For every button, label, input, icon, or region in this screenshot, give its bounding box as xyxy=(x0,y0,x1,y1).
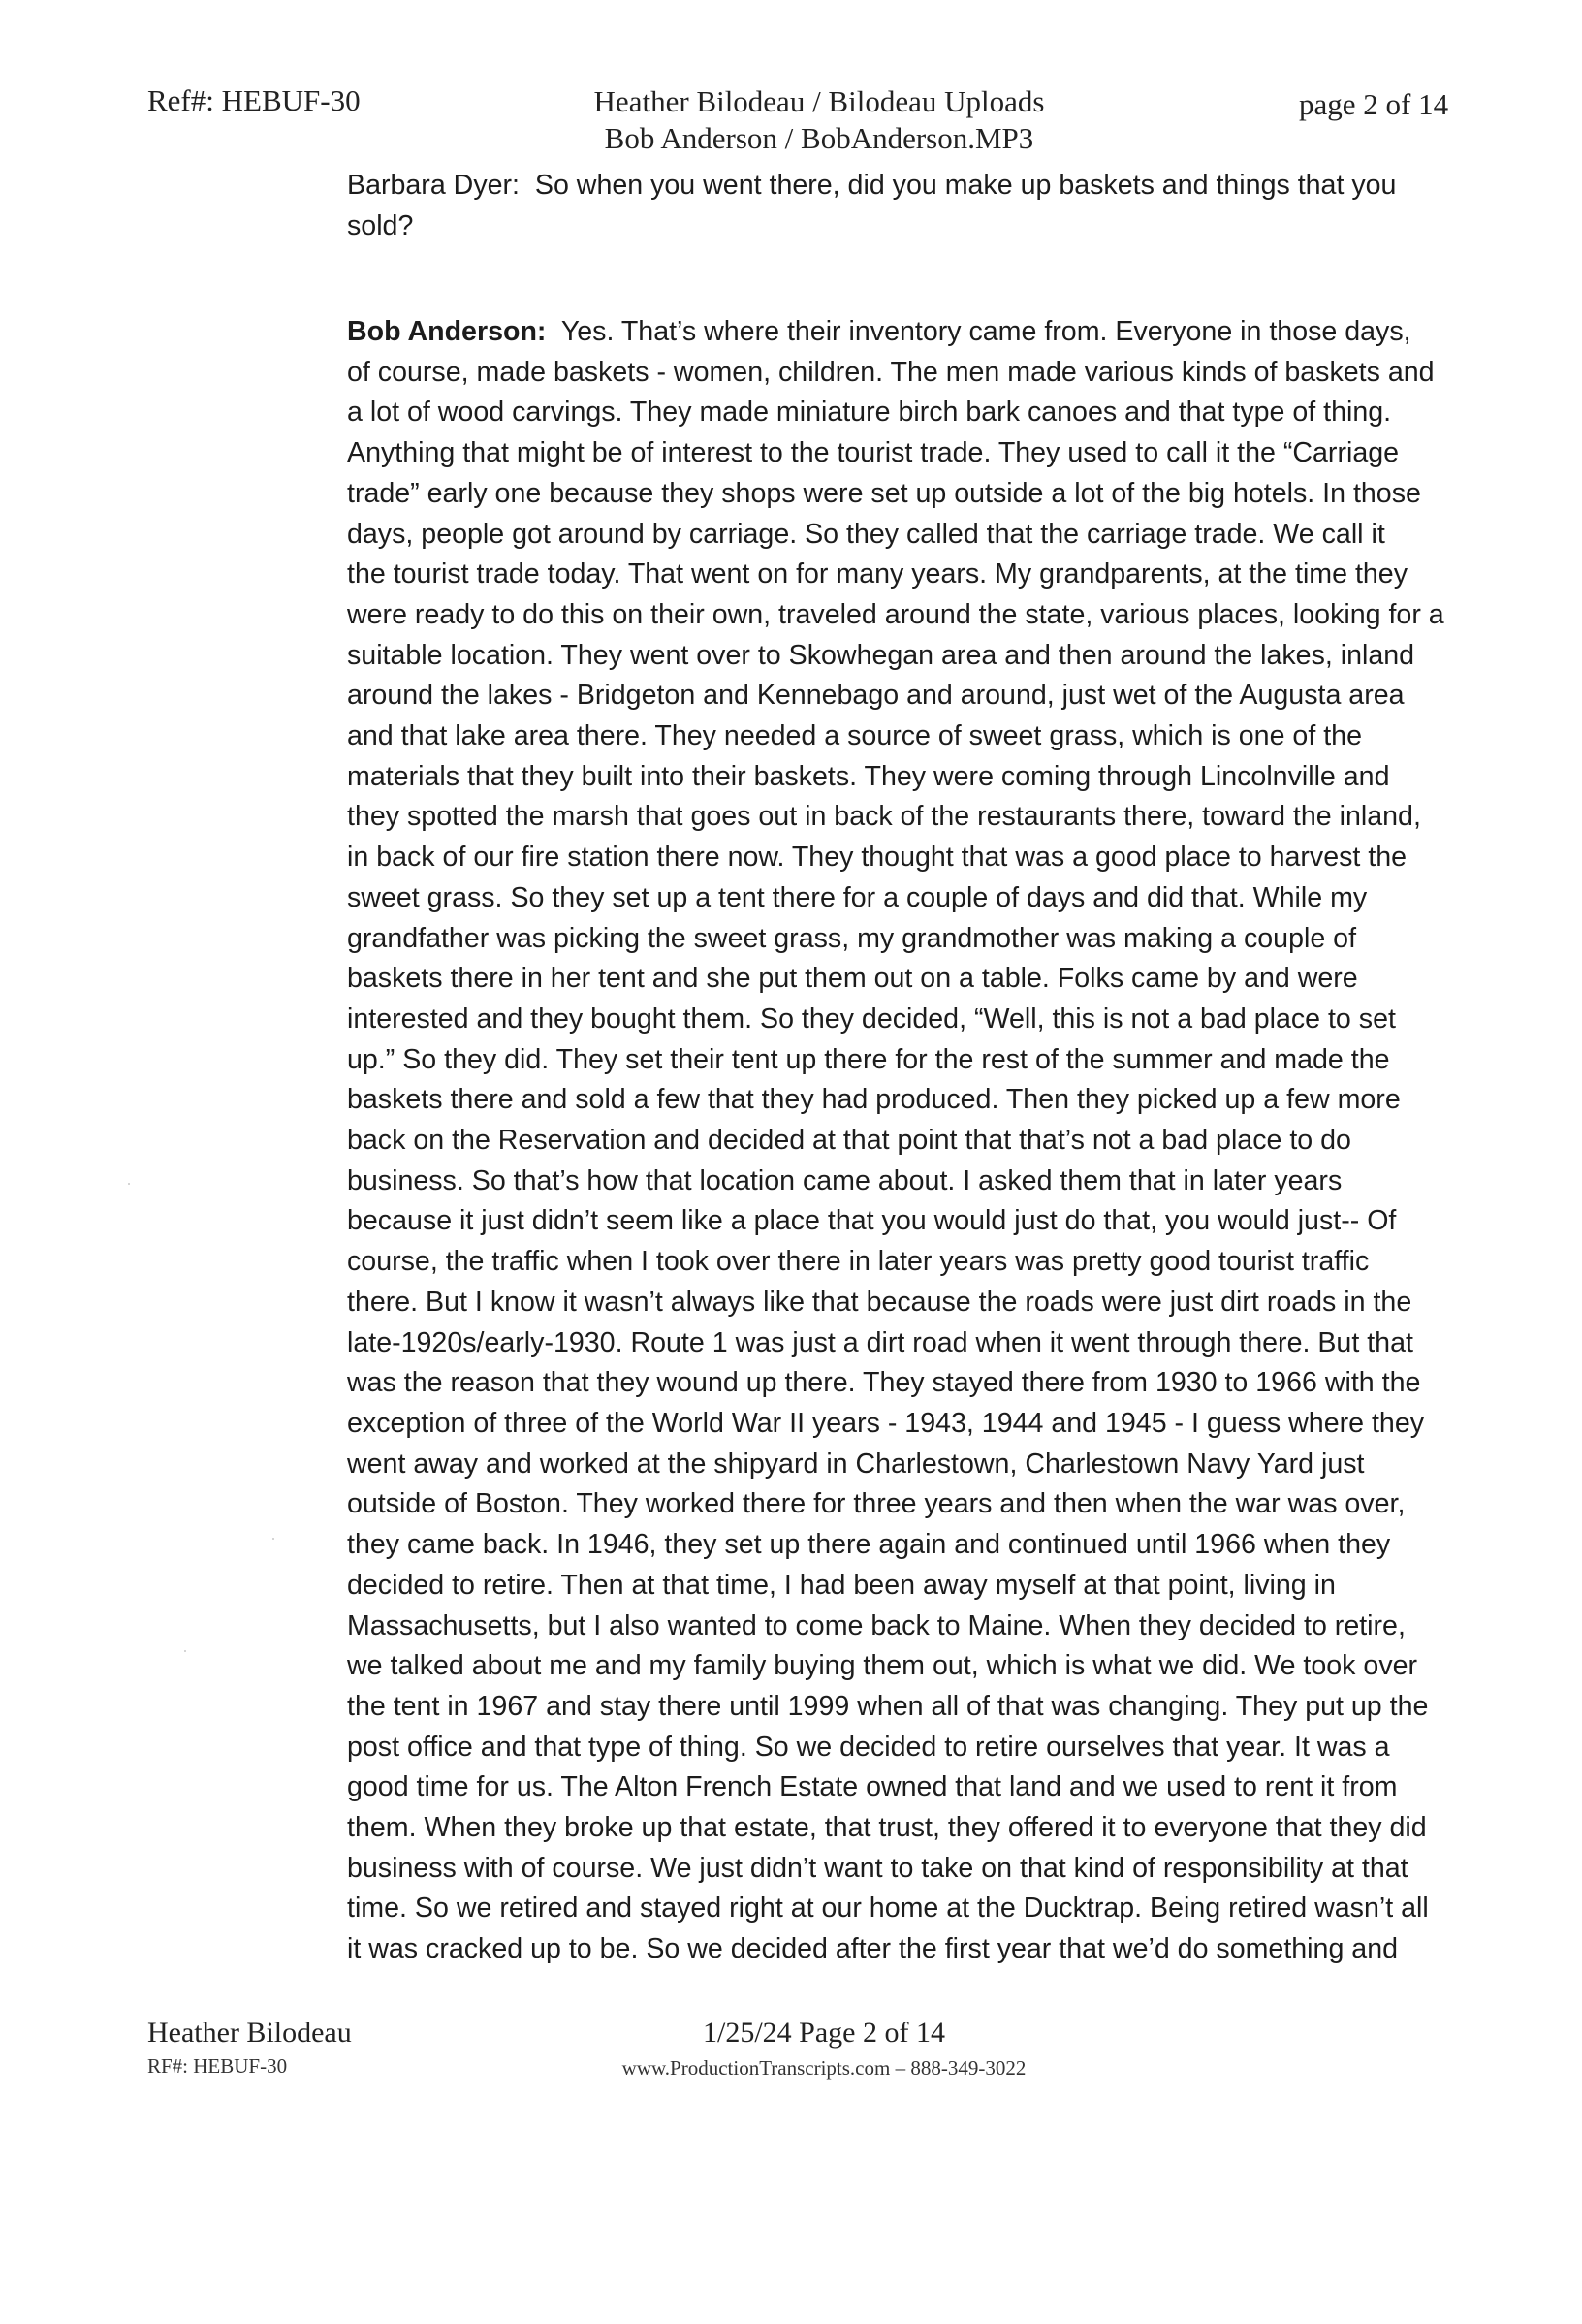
footer-website: www.ProductionTranscripts.com – 888-349-3022 xyxy=(621,2056,1027,2080)
paragraph-lines xyxy=(347,353,1471,1970)
title-line-2: Bob Anderson / BobAnderson.MP3 xyxy=(604,121,1034,155)
transcript-paragraph-barbara xyxy=(347,166,1471,246)
scan-speck xyxy=(128,1183,130,1185)
title-line-1: Heather Bilodeau / Bilodeau Uploads xyxy=(593,84,1045,118)
paragraph-line: they spotted the marsh that goes out in back of the restaurants there, toward the inland, xyxy=(347,801,1421,833)
scan-speck xyxy=(184,1650,186,1652)
line-text: So when you went there, did you make up baskets and things that you xyxy=(534,170,1397,201)
paragraph-line: them. When they broke up that estate, that trust, they offered it to everyone that they did xyxy=(347,1812,1427,1844)
paragraph-line: there. But I know it wasn’t always like that because the roads were just dirt roads in the xyxy=(347,1286,1412,1318)
footer-ref: RF#: HEBUF-30 xyxy=(147,2054,288,2078)
speaker-name: Bob Anderson: xyxy=(347,316,547,347)
paragraph-line: decided to retire. Then at that time, I had been away myself at that point, living in xyxy=(347,1569,1336,1601)
paragraph-line: in back of our fire station there now. They thought that was a good place to harvest the xyxy=(347,842,1408,874)
paragraph-line: late-1920s/early-1930. Route 1 was just a dirt road when it went through there. But that xyxy=(347,1326,1413,1358)
transcript-paragraph-bob xyxy=(347,312,1471,1970)
paragraph-line: grandfather was picking the sweet grass, my grandmother was making a couple of xyxy=(347,922,1357,954)
paragraph-line: good time for us. The Alton French Estate owned that land and we used to rent it from xyxy=(347,1771,1398,1803)
paragraph-line: back on the Reservation and decided at that point that that’s not a bad place to do xyxy=(347,1125,1351,1157)
paragraph-line: sweet grass. So they set up a tent there for a couple of days and did that. While my xyxy=(347,881,1368,913)
paragraph-line: interested and they bought them. So they decided, “Well, this is not a bad place to set xyxy=(347,1003,1396,1035)
paragraph-line: because it just didn’t seem like a place that you would just do that, you would just-- Of xyxy=(347,1205,1397,1237)
paragraph-line: post office and that type of thing. So we decided to retire ourselves that year. It was a xyxy=(347,1731,1390,1763)
paragraph-line: went away and worked at the shipyard in Charlestown, Charlestown Navy Yard just xyxy=(347,1448,1365,1480)
paragraph-line: Massachusetts, but I also wanted to come back to Maine. When they decided to retire, xyxy=(347,1609,1406,1641)
paragraph-line: baskets there and sold a few that they had produced. Then they picked up a few more xyxy=(347,1084,1401,1116)
paragraph-line: it was cracked up to be. So we decided after the first year that we’d do something and xyxy=(347,1933,1398,1965)
paragraph-line-1 xyxy=(347,312,1471,353)
paragraph-line: baskets there in her tent and she put them out on a table. Folks came by and were xyxy=(347,963,1358,995)
paragraph-line: a lot of wood carvings. They made miniature birch bark canoes and that type of thing. xyxy=(347,397,1392,429)
paragraph-line: materials that they built into their baskets. They were coming through Lincolnville and xyxy=(347,760,1390,792)
paragraph-line: sold? xyxy=(347,209,414,241)
paragraph-line: business. So that’s how that location came about. I asked them that in later years xyxy=(347,1164,1343,1196)
footer-name: Heather Bilodeau xyxy=(147,2017,352,2049)
paragraph-line: around the lakes - Bridgeton and Kennebago and around, just wet of the Augusta area xyxy=(347,680,1405,712)
paragraph-line: of course, made baskets - women, children. The men made various kinds of baskets and xyxy=(347,356,1435,388)
ref-number: Ref#: HEBUF-30 xyxy=(147,83,361,117)
paragraph-line: business with of course. We just didn’t want to take on that kind of responsibility at that xyxy=(347,1852,1408,1884)
paragraph-line: were ready to do this on their own, traveled around the state, various places, looking for a xyxy=(347,598,1444,630)
footer-date-page: 1/25/24 Page 2 of 14 xyxy=(703,2017,945,2049)
paragraph-line: course, the traffic when I took over there in later years was pretty good tourist traffic xyxy=(347,1246,1370,1278)
paragraph-line: we talked about me and my family buying them out, which is what we did. We took over xyxy=(347,1650,1418,1682)
document-title xyxy=(504,83,1134,157)
page-indicator: page 2 of 14 xyxy=(1299,87,1449,121)
paragraph-line: they came back. In 1946, they set up there again and continued until 1966 when they xyxy=(347,1529,1391,1561)
paragraph-line: the tourist trade today. That went on for many years. My grandparents, at the time they xyxy=(347,558,1408,590)
paragraph-line: Anything that might be of interest to the tourist trade. They used to call it the “Carriage xyxy=(347,437,1400,469)
paragraph-line: up.” So they did. They set their tent up there for the rest of the summer and made the xyxy=(347,1043,1390,1075)
paragraph-line: exception of three of the World War II years - 1943, 1944 and 1945 - I guess where they xyxy=(347,1407,1425,1439)
paragraph-line: days, people got around by carriage. So they called that the carriage trade. We call it xyxy=(347,518,1385,550)
paragraph-line: suitable location. They went over to Skowhegan area and then around the lakes, inland xyxy=(347,639,1415,671)
paragraph-line: trade” early one because they shops were set up outside a lot of the big hotels. In those xyxy=(347,477,1421,509)
paragraph-line: and that lake area there. They needed a source of sweet grass, which is one of the xyxy=(347,720,1362,752)
scan-speck xyxy=(272,1538,274,1540)
paragraph-line-1 xyxy=(347,166,1471,207)
line-text: Yes. That’s where their inventory came from. Everyone in those days, xyxy=(560,316,1411,347)
paragraph-line: time. So we retired and stayed right at our home at the Ducktrap. Being retired wasn’t all xyxy=(347,1893,1429,1925)
paragraph-line: the tent in 1967 and stay there until 1999 when all of that was changing. They put up the xyxy=(347,1690,1429,1722)
paragraph-line: was the reason that they wound up there. They stayed there from 1930 to 1966 with the xyxy=(347,1367,1421,1399)
paragraph-line: outside of Boston. They worked there for three years and then when the war was over, xyxy=(347,1488,1406,1520)
speaker-name: Barbara Dyer: xyxy=(347,170,520,201)
